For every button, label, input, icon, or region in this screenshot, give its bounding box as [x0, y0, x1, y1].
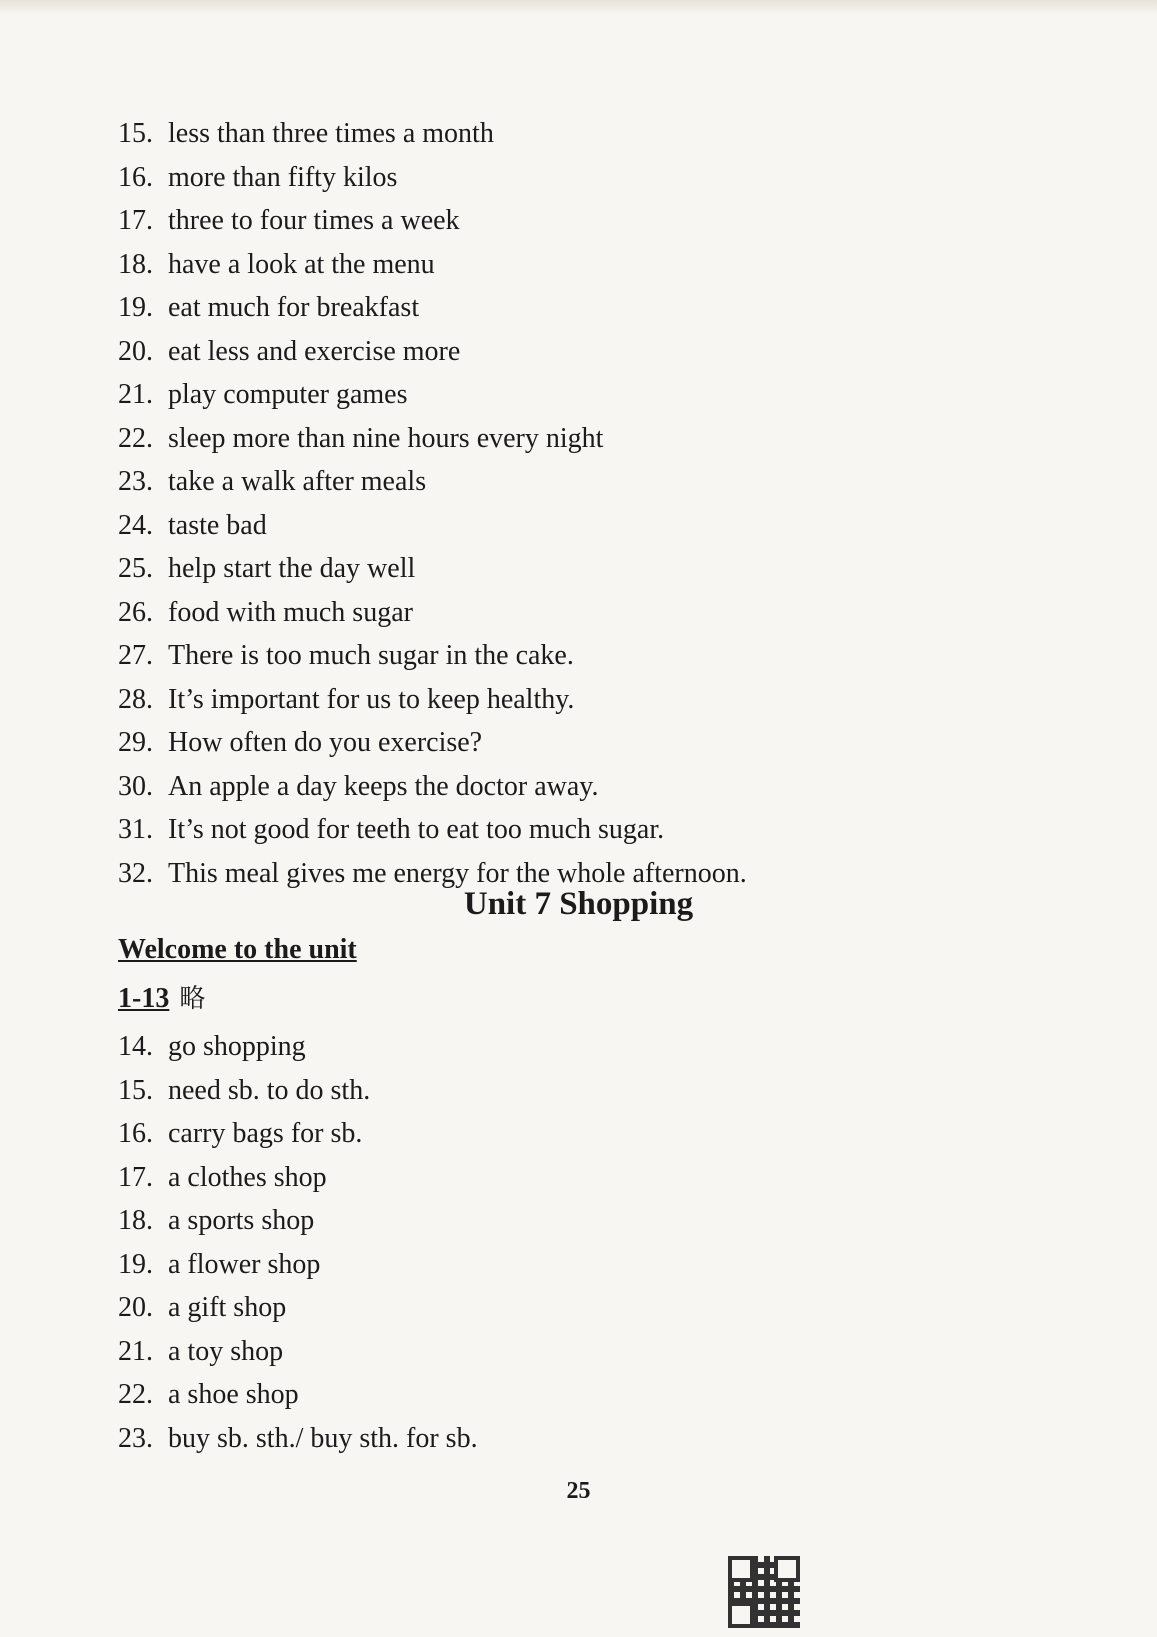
page-edge-shadow [0, 0, 1157, 14]
item-number: 16. [118, 161, 153, 193]
answer-list-unit-6 [118, 112, 747, 895]
list-item [118, 765, 747, 809]
item-text: a gift shop [168, 1292, 287, 1323]
item-number: 22. [118, 422, 153, 454]
item-text: need sb. to do sth. [168, 1074, 371, 1106]
item-number: 16. [118, 1118, 153, 1149]
list-item [118, 1199, 478, 1243]
item-number: 21. [118, 1335, 153, 1367]
section-heading: Welcome to the unit [118, 934, 357, 965]
item-text: a sports shop [168, 1205, 315, 1236]
list-item [118, 243, 747, 287]
item-text: less than three times a month [168, 118, 494, 149]
list-item [118, 634, 747, 678]
item-number: 29. [118, 727, 153, 758]
item-number: 19. [118, 1248, 153, 1280]
item-text: It’s important for us to keep healthy. [168, 683, 575, 715]
item-number: 23. [118, 1422, 153, 1454]
list-item [118, 1025, 478, 1069]
item-range: 1-13 [118, 983, 170, 1014]
item-number: 22. [118, 1379, 153, 1410]
item-text: take a walk after meals [168, 466, 427, 497]
list-item [118, 808, 747, 852]
qr-code-icon [728, 1556, 800, 1628]
item-number: 26. [118, 596, 153, 628]
item-text: This meal gives me energy for the whole afternoon. [168, 857, 747, 889]
item-text: There is too much sugar in the cake. [168, 640, 574, 671]
item-number: 17. [118, 205, 153, 236]
list-item [118, 591, 747, 635]
list-item [118, 721, 747, 765]
item-text: help start the day well [168, 553, 416, 584]
item-number: 31. [118, 814, 153, 845]
list-item [118, 1156, 478, 1200]
list-item [118, 1243, 478, 1287]
item-number: 17. [118, 1161, 153, 1193]
item-number: 27. [118, 640, 153, 671]
item-text: eat much for breakfast [168, 292, 420, 323]
item-number: 24. [118, 509, 153, 541]
list-item [118, 1417, 478, 1461]
item-number: 15. [118, 1074, 153, 1106]
item-text: go shopping [168, 1031, 306, 1062]
list-item [118, 330, 747, 374]
list-item [118, 1112, 478, 1156]
item-text: play computer games [168, 379, 408, 410]
item-text: have a look at the menu [168, 248, 435, 280]
item-text: eat less and exercise more [168, 335, 461, 367]
list-item [118, 1373, 478, 1417]
item-text: buy sb. sth./ buy sth. for sb. [168, 1422, 478, 1454]
list-item [118, 286, 747, 330]
item-number: 18. [118, 248, 153, 280]
item-text: three to four times a week [168, 205, 460, 236]
list-item [118, 199, 747, 243]
list-item [118, 460, 747, 504]
item-text: taste bad [168, 509, 267, 541]
item-number: 28. [118, 683, 153, 715]
item-text: more than fifty kilos [168, 161, 398, 193]
item-number: 20. [118, 335, 153, 367]
item-number: 30. [118, 770, 153, 802]
item-text: sleep more than nine hours every night [168, 422, 604, 454]
item-number: 19. [118, 292, 153, 323]
list-item [118, 156, 747, 200]
unit-title: Unit 7 Shopping [463, 886, 694, 922]
answer-list-unit-7 [118, 1025, 478, 1460]
page-number: 25 [566, 1478, 591, 1504]
item-number: 20. [118, 1292, 153, 1323]
item-text: It’s not good for teeth to eat too much sugar. [168, 814, 665, 845]
item-text: An apple a day keeps the doctor away. [168, 770, 599, 802]
item-number: 18. [118, 1205, 153, 1236]
list-item [118, 1330, 478, 1374]
item-number: 32. [118, 857, 153, 889]
item-number: 21. [118, 379, 153, 410]
list-item [118, 504, 747, 548]
list-item [118, 1286, 478, 1330]
item-number: 15. [118, 118, 153, 149]
list-item [118, 373, 747, 417]
list-item [118, 417, 747, 461]
item-text: a flower shop [168, 1248, 321, 1280]
item-text: a shoe shop [168, 1379, 299, 1410]
list-item [118, 547, 747, 591]
list-item [118, 1069, 478, 1113]
item-text: How often do you exercise? [168, 727, 483, 758]
range-line [118, 978, 205, 1015]
item-number: 23. [118, 466, 153, 497]
item-number: 14. [118, 1031, 153, 1062]
list-item [118, 678, 747, 722]
item-number: 25. [118, 553, 153, 584]
item-text: a toy shop [168, 1335, 284, 1367]
item-text: carry bags for sb. [168, 1118, 363, 1149]
qr-finder-pattern [728, 1602, 754, 1628]
omitted-note: 略 [179, 984, 206, 1014]
list-item [118, 112, 747, 156]
item-text: a clothes shop [168, 1161, 327, 1193]
item-text: food with much sugar [168, 596, 413, 628]
